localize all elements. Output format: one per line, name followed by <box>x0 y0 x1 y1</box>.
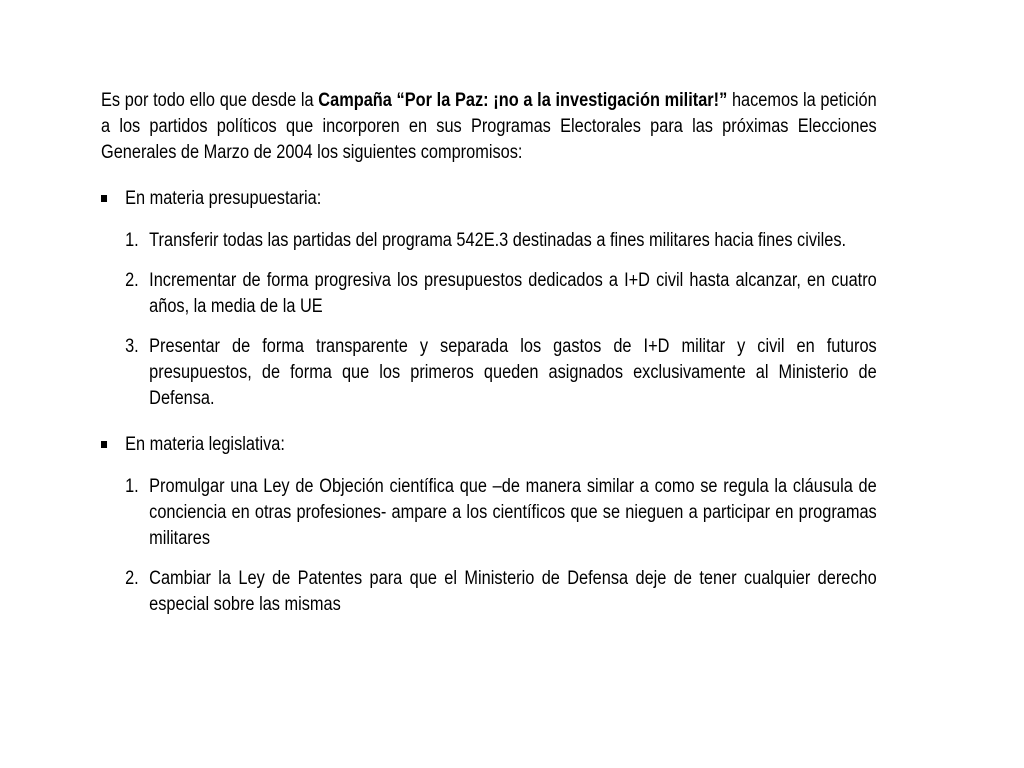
list-item <box>125 268 877 320</box>
list-item-text: Transferir todas las partidas del programa 542E.3 destinadas a fines militares hacia fines civiles. <box>149 230 847 251</box>
list-item <box>125 228 877 254</box>
section-budget <box>101 186 877 412</box>
intro-text-after: hacemos la petición a los partidos políticos que incorporen en sus Programas Electorales para las próximas Elecciones Generales de Marzo de 2004 los siguientes compromisos: <box>101 90 877 163</box>
list-item-number: 2. <box>125 568 139 589</box>
list-item-number: 1. <box>125 230 139 251</box>
document-body <box>101 88 877 618</box>
section-title: En materia presupuestaria: <box>125 188 322 209</box>
list-item-text: Promulgar una Ley de Objeción científica que –de manera similar a como se regula la cláusula de conciencia en otras profesiones- ampare a los científicos que se nieguen a participar en programas militares <box>149 476 877 549</box>
list-item-text: Presentar de forma transparente y separada los gastos de I+D militar y civil en futuros presupuestos, de forma que los primeros queden asignados exclusivamente al Ministerio de Defensa. <box>149 336 877 409</box>
list-item <box>125 566 877 618</box>
numbered-list <box>125 228 877 412</box>
document-page <box>101 88 877 618</box>
list-item-number: 3. <box>125 336 139 357</box>
list-item-text: Incrementar de forma progresiva los presupuestos dedicados a I+D civil hasta alcanzar, en cuatro años, la media de la UE <box>149 270 877 317</box>
list-item-number: 1. <box>125 476 139 497</box>
list-item <box>125 474 877 552</box>
intro-paragraph <box>101 88 877 166</box>
square-bullet-icon <box>101 441 107 448</box>
section-title: En materia legislativa: <box>125 434 285 455</box>
numbered-list <box>125 474 877 618</box>
square-bullet-icon <box>101 195 107 202</box>
section-legislative <box>101 432 877 618</box>
list-item-text: Cambiar la Ley de Patentes para que el Ministerio de Defensa deje de tener cualquier derecho especial sobre las mismas <box>149 568 877 615</box>
campaign-name: Campaña “Por la Paz: ¡no a la investigación militar!” <box>318 90 728 111</box>
list-item <box>125 334 877 412</box>
list-item-number: 2. <box>125 270 139 291</box>
intro-text-before: Es por todo ello que desde la <box>101 90 319 111</box>
